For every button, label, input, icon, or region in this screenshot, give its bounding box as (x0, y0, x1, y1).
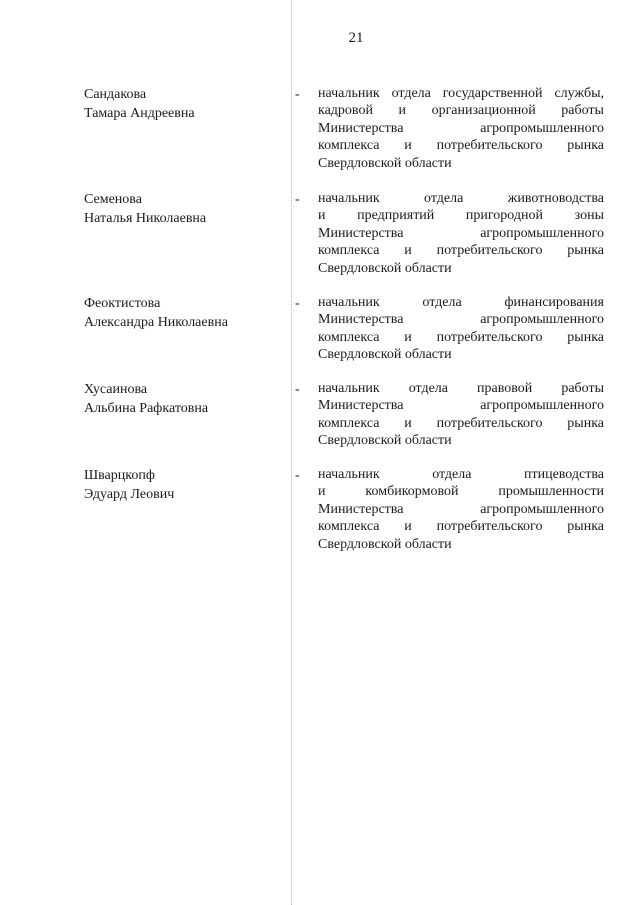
position-line: Свердловской области (318, 260, 452, 276)
position-line (318, 466, 604, 483)
staff-surname: Семенова (84, 192, 142, 207)
position-word: комплекса (318, 519, 380, 535)
separator-dash: - (295, 192, 300, 207)
separator-dash: - (295, 382, 300, 397)
position-word: агропромышленного (480, 398, 604, 414)
position-word: предприятий (357, 208, 435, 224)
position-word: и (404, 415, 412, 431)
position-word: службы, (554, 86, 604, 101)
position-word: отдела (424, 191, 464, 206)
position-line (318, 85, 604, 102)
position-word: Министерства (318, 501, 404, 517)
position-word: начальник (318, 381, 380, 396)
position-line (318, 518, 604, 535)
staff-surname: Хусаинова (84, 382, 148, 397)
position-word: работы (561, 103, 604, 119)
staff-given-names: Александра Николаевна (84, 315, 228, 330)
position-word: и (404, 519, 412, 535)
position-word: и (404, 243, 412, 259)
position-line (318, 137, 604, 154)
position-word: и (318, 208, 326, 224)
position-word: отдела (422, 295, 462, 310)
staff-position (318, 85, 604, 172)
staff-given-names: Тамара Андреевна (84, 106, 195, 121)
position-line (318, 207, 604, 224)
position-word: государственной (442, 86, 543, 101)
page-number: 21 (348, 30, 364, 46)
position-word: потребительского (436, 415, 543, 431)
position-word: животноводства (507, 191, 604, 206)
staff-given-names: Альбина Рафкатовна (84, 401, 209, 416)
staff-name (84, 85, 284, 123)
position-word: Министерства (318, 225, 404, 241)
position-word: комплекса (318, 415, 380, 431)
position-line (318, 311, 604, 328)
position-line: Свердловской области (318, 433, 452, 449)
position-word: организационной (431, 103, 536, 119)
position-word: начальник (318, 467, 380, 482)
staff-given-names: Наталья Николаевна (84, 211, 207, 226)
position-word: правовой (477, 381, 533, 396)
position-word: промышленности (498, 484, 604, 500)
position-word: рынка (567, 138, 604, 154)
position-word: и (404, 138, 412, 154)
position-line (318, 415, 604, 432)
position-word: комплекса (318, 138, 380, 154)
position-word: агропромышленного (480, 312, 604, 328)
staff-position (318, 294, 604, 364)
position-word: кадровой (318, 103, 373, 119)
position-word: потребительского (436, 138, 543, 154)
position-word: агропромышленного (480, 225, 604, 241)
position-line (318, 501, 604, 518)
position-word: отдела (391, 86, 431, 101)
position-word: начальник (318, 86, 380, 101)
position-word: финансирования (504, 295, 604, 310)
position-word: работы (561, 381, 604, 396)
position-word: потребительского (436, 519, 543, 535)
position-line: Свердловской области (318, 347, 452, 363)
separator-dash: - (295, 296, 300, 311)
staff-name (84, 190, 284, 228)
position-line (318, 190, 604, 207)
position-word: рынка (567, 243, 604, 259)
staff-position (318, 380, 604, 450)
position-line (318, 380, 604, 397)
position-word: потребительского (436, 243, 543, 259)
position-line (318, 329, 604, 346)
position-word: Министерства (318, 312, 404, 328)
staff-name (84, 466, 284, 504)
position-word: комплекса (318, 329, 380, 345)
position-word: потребительского (436, 329, 543, 345)
position-word: Министерства (318, 120, 404, 136)
position-word: рынка (567, 415, 604, 431)
staff-surname: Шварцкопф (84, 468, 155, 483)
position-word: птицеводства (523, 467, 604, 482)
position-word: и (318, 484, 326, 500)
separator-dash: - (295, 468, 300, 483)
staff-name (84, 294, 284, 332)
position-line (318, 483, 604, 500)
staff-surname: Феоктистова (84, 296, 161, 311)
staff-position (318, 466, 604, 553)
position-line (318, 120, 604, 137)
position-line (318, 294, 604, 311)
position-word: начальник (318, 295, 380, 310)
position-word: комплекса (318, 243, 380, 259)
position-word: рынка (567, 519, 604, 535)
staff-name (84, 380, 284, 418)
position-line: Свердловской области (318, 536, 452, 552)
position-word: рынка (567, 329, 604, 345)
position-word: комбикормовой (365, 484, 459, 500)
staff-given-names: Эдуард Леович (84, 487, 175, 502)
position-word: пригородной (465, 208, 544, 224)
page-fold-divider (291, 0, 292, 905)
separator-dash: - (295, 87, 300, 102)
position-word: отдела (408, 381, 449, 396)
position-line (318, 225, 604, 242)
position-word: зоны (574, 208, 604, 224)
position-word: агропромышленного (480, 501, 604, 517)
position-word: отдела (432, 467, 472, 482)
position-word: и (398, 103, 406, 119)
position-word: начальник (318, 191, 380, 206)
position-line: Свердловской области (318, 155, 452, 171)
position-line (318, 242, 604, 259)
staff-surname: Сандакова (84, 87, 147, 102)
position-word: Министерства (318, 398, 404, 414)
position-word: и (404, 329, 412, 345)
staff-position (318, 190, 604, 277)
position-word: агропромышленного (480, 120, 604, 136)
position-line (318, 397, 604, 414)
position-line (318, 102, 604, 119)
